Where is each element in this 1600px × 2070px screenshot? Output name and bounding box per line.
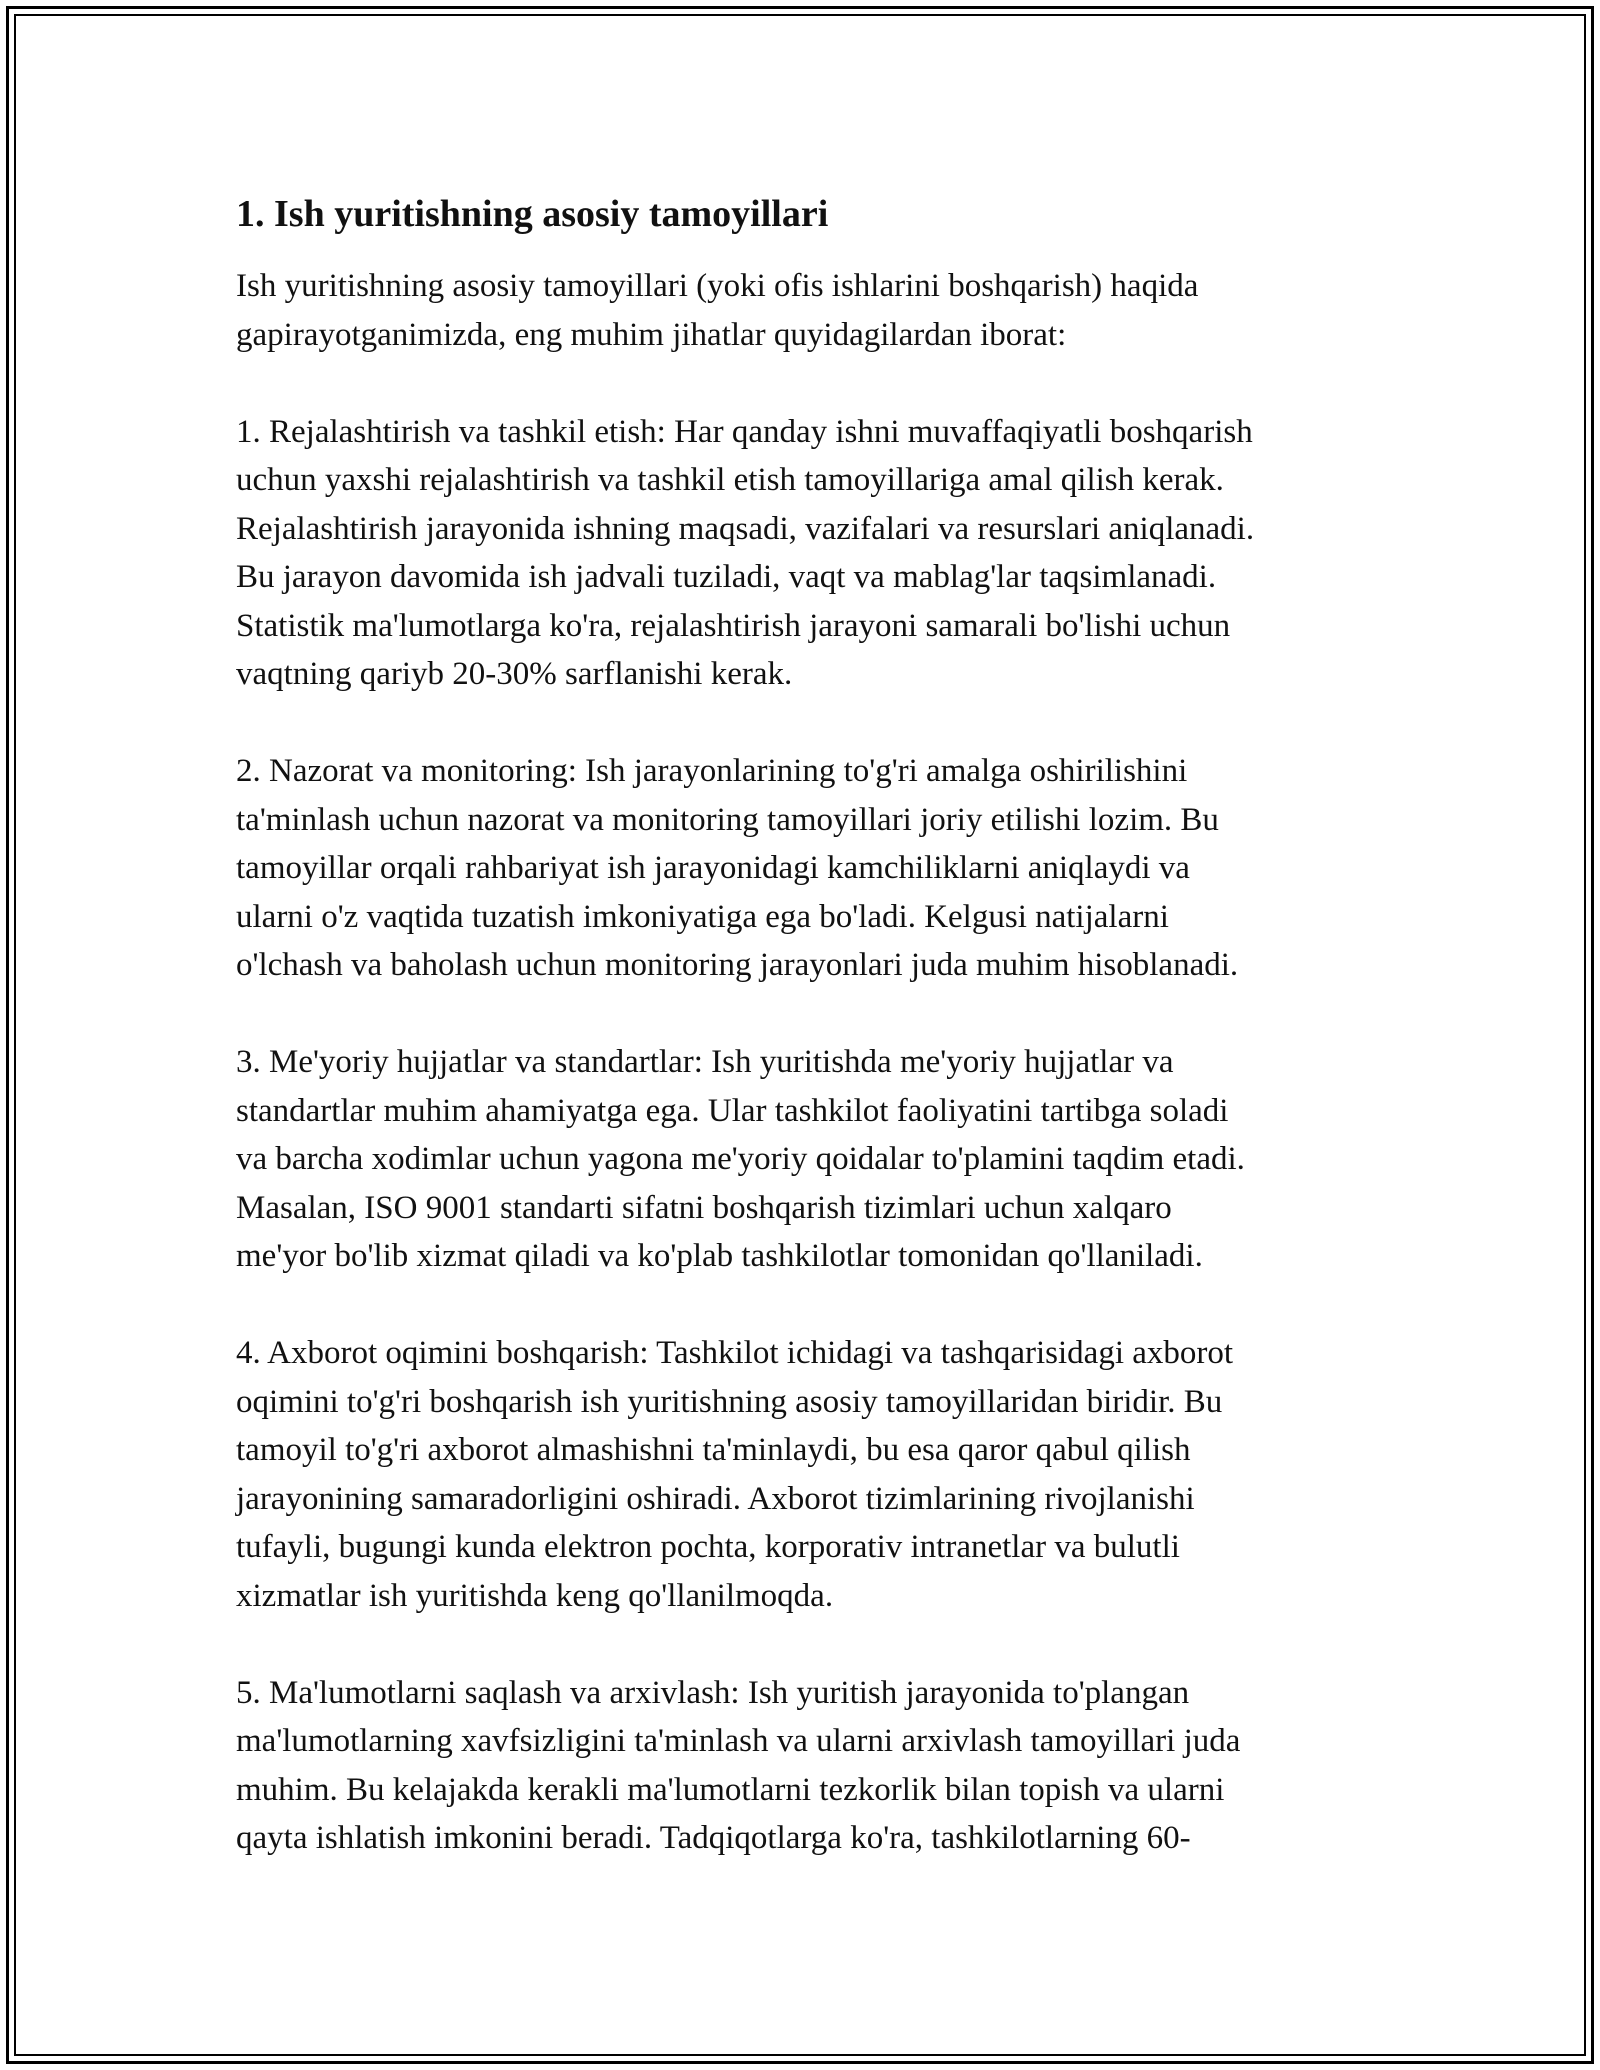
principle-1-paragraph: 1. Rejalashtirish va tashkil etish: Har qanday ishni muvaffaqiyatli boshqarish uchun yaxshi rejalashtirish va tashkil etish tamoyillariga amal qilish kerak. Rejalashtirish jarayonida ishning maqsadi, vazifalari va resurslari aniqlanadi. Bu jarayon davomida ish jadvali tuziladi, vaqt va mablag'lar taqsimlanadi. Statistik ma'lumotlarga ko'ra, rejalashtirish jarayoni samarali bo'lishi uchun vaqtning qariyb 20-30% sarflanishi kerak. xyxy=(236,413,1255,692)
paragraph-gap xyxy=(236,1281,1396,1330)
paragraph-gap xyxy=(236,699,1396,748)
principle-4-paragraph: 4. Axborot oqimini boshqarish: Tashkilot ichidagi va tashqarisidagi axborot oqimini to'g'ri boshqarish ish yuritishning asosiy tamoyillaridan biridir. Bu tamoyil to'g'ri axborot almashishni ta'minlaydi, bu esa qaror qabul qilish jarayonining samaradorligini oshiradi. Axborot tizimlarining rivojlanishi tufayli, bugungi kunda elektron pochta, korporativ intranetlar va bulutli xizmatlar ish yuritishda keng qo'llanilmoqda. xyxy=(236,1335,1234,1614)
paragraph-gap xyxy=(236,359,1396,408)
intro-paragraph: Ish yuritishning asosiy tamoyillari (yoki ofis ishlarini boshqarish) haqida gapirayotganimizda, eng muhim jihatlar quyidagilardan iborat: xyxy=(236,268,1199,353)
paragraph-gap xyxy=(236,990,1396,1039)
section-title: 1. Ish yuritishning asosiy tamoyillari xyxy=(236,193,829,235)
paragraph-gap xyxy=(236,1620,1396,1669)
document-body xyxy=(236,190,1396,1863)
principle-5-paragraph: 5. Ma'lumotlarni saqlash va arxivlash: Ish yuritish jarayonida to'plangan ma'lumotlarning xavfsizligini ta'minlash va ularni arxivlash tamoyillari juda muhim. Bu kelajakda kerakli ma'lumotlarni tezkorlik bilan topish va ularni qayta ishlatish imkonini beradi. Tadqiqotlarga ko'ra, tashkilotlarning 60- xyxy=(236,1674,1241,1856)
principle-3-paragraph: 3. Me'yoriy hujjatlar va standartlar: Ish yuritishda me'yoriy hujjatlar va standartlar muhim ahamiyatga ega. Ular tashkilot faoliyatini tartibga soladi va barcha xodimlar uchun yagona me'yoriy qoidalar to'plamini taqdim etadi. Masalan, ISO 9001 standarti sifatni boshqarish tizimlari uchun xalqaro me'yor bo'lib xizmat qiladi va ko'plab tashkilotlar tomonidan qo'llaniladi. xyxy=(236,1044,1245,1274)
principle-2-paragraph: 2. Nazorat va monitoring: Ish jarayonlarining to'g'ri amalga oshirilishini ta'minlash uchun nazorat va monitoring tamoyillari joriy etilishi lozim. Bu tamoyillar orqali rahbariyat ish jarayonidagi kamchiliklarni aniqlaydi va ularni o'z vaqtida tuzatish imkoniyatiga ega bo'ladi. Kelgusi natijalarni o'lchash va baholash uchun monitoring jarayonlari juda muhim hisoblanadi. xyxy=(236,753,1239,983)
